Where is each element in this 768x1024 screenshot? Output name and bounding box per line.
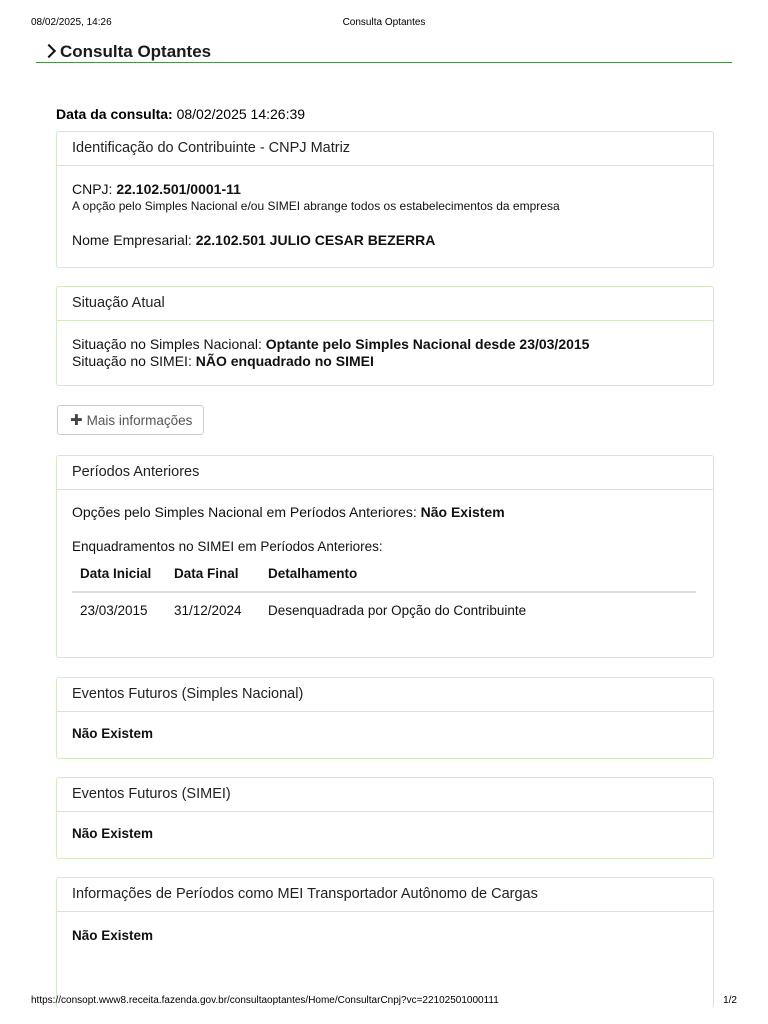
panel-body-situacao (57, 336, 713, 369)
table-row (72, 592, 696, 627)
eventos-simples-value: Não Existem (72, 726, 154, 741)
column-header-detalhamento: Detalhamento (260, 555, 696, 592)
more-info-button[interactable] (57, 405, 204, 435)
simples-value: Optante pelo Simples Nacional desde 23/03/2015 (265, 336, 590, 352)
cell-data-inicial: 23/03/2015 (80, 602, 148, 618)
cnpj-line (72, 181, 698, 197)
cell-data-final: 31/12/2024 (174, 602, 242, 618)
nome-line (72, 232, 698, 248)
print-url: https://consopt.www8.receita.fazenda.gov.br/consultaoptantes/Home/ConsultarCnpj?vc=22102501000111 (31, 995, 499, 1006)
panel-heading-situacao: Situação Atual (57, 287, 713, 321)
cnpj-value: 22.102.501/0001-11 (116, 181, 241, 197)
consult-date-label: Data da consulta: (56, 106, 173, 122)
page-title (36, 42, 732, 63)
panel-heading-periodos: Períodos Anteriores (57, 456, 713, 490)
chevron-right-icon (42, 44, 56, 58)
simples-line (72, 336, 698, 352)
opcoes-label: Opções pelo Simples Nacional em Períodos Anteriores: (72, 504, 417, 520)
panel-body-eventos-simples (57, 726, 713, 741)
periods-table (72, 555, 696, 627)
eventos-simei-value: Não Existem (72, 826, 154, 841)
print-datetime: 08/02/2025, 14:26 (31, 17, 112, 28)
opcoes-value: Não Existem (420, 504, 505, 520)
plus-icon: ✚ (70, 412, 83, 429)
panel-periodos (56, 455, 714, 658)
panel-body-mei-transportador (57, 928, 713, 943)
panel-situacao (56, 286, 714, 386)
print-header (31, 17, 737, 31)
panel-heading-eventos-simei: Eventos Futuros (SIMEI) (57, 778, 713, 812)
simples-label: Situação no Simples Nacional: (72, 336, 262, 352)
opcoes-line (72, 504, 698, 520)
panel-heading-mei-transportador: Informações de Períodos como MEI Transportador Autônomo de Cargas (57, 878, 713, 912)
panel-eventos-simei (56, 777, 714, 859)
simei-label: Situação no SIMEI: (72, 353, 192, 369)
panel-mei-transportador (56, 877, 714, 1008)
more-info-label: Mais informações (86, 413, 193, 428)
print-page-number: 1/2 (723, 995, 737, 1006)
panel-identificacao (56, 131, 714, 268)
panel-heading-eventos-simples: Eventos Futuros (Simples Nacional) (57, 678, 713, 712)
print-title: Consulta Optantes (342, 17, 426, 28)
panel-heading-identificacao: Identificação do Contribuinte - CNPJ Matriz (57, 132, 713, 166)
column-header-data-final: Data Final (166, 555, 260, 592)
enquadramentos-label: Enquadramentos no SIMEI em Períodos Anteriores: (72, 539, 383, 554)
panel-body-eventos-simei (57, 826, 713, 841)
panel-body-periodos (57, 504, 713, 627)
page-title-text: Consulta Optantes (60, 42, 212, 61)
mei-transportador-value: Não Existem (72, 928, 154, 943)
panel-eventos-simples (56, 677, 714, 759)
nome-label: Nome Empresarial: (72, 232, 192, 248)
nome-value: 22.102.501 JULIO CESAR BEZERRA (195, 232, 436, 248)
consult-date (56, 106, 305, 122)
panel-body-identificacao (57, 181, 713, 248)
cell-detalhamento: Desenquadrada por Opção do Contribuinte (268, 602, 527, 618)
cnpj-note: A opção pelo Simples Nacional e/ou SIMEI abrange todos os estabelecimentos da empresa (72, 199, 560, 213)
periods-table-header (72, 555, 696, 592)
cnpj-label: CNPJ: (72, 181, 113, 197)
simei-line (72, 353, 698, 369)
print-footer (31, 995, 737, 1009)
consult-date-value: 08/02/2025 14:26:39 (176, 106, 306, 122)
column-header-data-inicial: Data Inicial (72, 555, 166, 592)
simei-value: NÃO enquadrado no SIMEI (195, 353, 374, 369)
